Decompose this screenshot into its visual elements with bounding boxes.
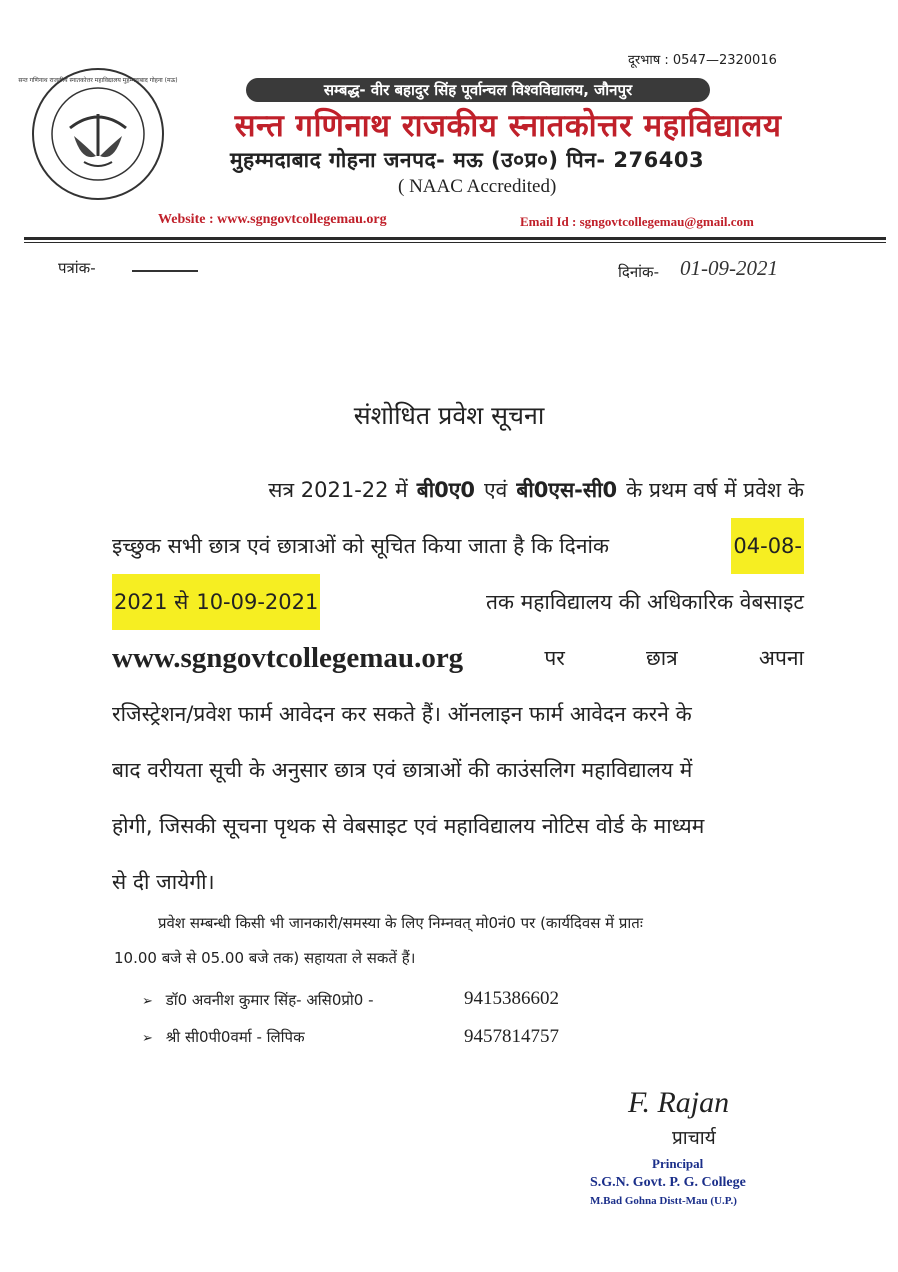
start-date-year: 2021 से	[114, 590, 189, 614]
and-text: एवं	[484, 478, 508, 502]
notice-line-8: से दी जायेगी।	[112, 870, 215, 894]
principal-stamp-district: M.Bad Gohna Distt-Mau (U.P.)	[590, 1195, 737, 1207]
dinank-label: दिनांक-	[618, 263, 659, 281]
phone-number: दूरभाष : 0547—2320016	[628, 53, 777, 68]
notice-line-7: होगी, जिसकी सूचना पृथक से वेबसाइट एवं महाविद्यालय नोटिस वोर्ड के माध्यम	[112, 814, 705, 838]
notice-body	[112, 462, 804, 902]
website-url[interactable]: www.sgngovtcollegemau.org	[112, 642, 464, 674]
notice-line-5: रजिस्ट्रेशन/प्रवेश फार्म आवेदन कर सकते हैं। ऑनलाइन फार्म आवेदन करने के	[112, 702, 692, 726]
notice-line-2	[112, 518, 804, 574]
first-year-text: के प्रथम वर्ष में प्रवेश के	[626, 478, 804, 502]
notice-line-3	[112, 574, 804, 630]
start-date-highlight: 04-08-	[731, 518, 804, 574]
college-address: मुहम्मदाबाद गोहना जनपद- मऊ (उ०प्र०) पिन- 276403	[230, 148, 705, 172]
contact-1-phone: 9415386602	[464, 988, 559, 1009]
official-website-text: तक महाविद्यालय की अधिकारिक वेबसाइट	[485, 590, 804, 614]
contact-2	[142, 1027, 305, 1047]
principal-signature: F. Rajan	[628, 1086, 730, 1119]
student-text: छात्र	[646, 646, 678, 670]
notice-line-1	[112, 462, 804, 518]
help-line-1: प्रवेश सम्बन्धी किसी भी जानकारी/समस्या के लिए निम्नवत् मो0नं0 पर (कार्यदिवस में प्रातः	[158, 914, 643, 932]
college-seal-logo	[18, 66, 178, 202]
svg-text:सन्त गणिनाथ राजकीय स्नातकोत्तर: सन्त गणिनाथ राजकीय स्नातकोत्तर महाविद्यालय मुहम्मदाबाद गोहना (मऊ)	[18, 77, 178, 84]
help-text	[114, 906, 808, 976]
contact-name: डॉ0 अवनीश कुमार सिंह- असि0प्रो0 -	[165, 991, 374, 1009]
principal-stamp-college: S.G.N. Govt. P. G. College	[590, 1175, 746, 1190]
patrank-label: पत्रांक-	[58, 259, 96, 277]
website-link[interactable]: Website : www.sgngovtcollegemau.org	[158, 212, 387, 227]
date-range-highlight	[112, 574, 320, 630]
naac-label: ( NAAC Accredited)	[398, 176, 557, 197]
college-name: सन्त गणिनाथ राजकीय स्नातकोत्तर महाविद्यालय	[234, 108, 782, 144]
help-line-2: 10.00 बजे से 05.00 बजे तक) सहायता ले सकतें हैं।	[114, 949, 416, 967]
email-link[interactable]: Email Id : sgngovtcollegemau@gmail.com	[520, 214, 754, 229]
notice-line-4	[112, 630, 804, 686]
header-divider-thin	[24, 242, 886, 243]
contact-1	[142, 990, 374, 1010]
patrank-blank	[132, 270, 198, 272]
on-text: पर	[544, 646, 565, 670]
session-text: सत्र 2021-22 में	[268, 478, 408, 502]
dinank-value: 01-09-2021	[680, 256, 778, 280]
own-text: अपना	[758, 646, 804, 670]
header-divider	[24, 237, 886, 240]
affiliation-banner: सम्बद्ध- वीर बहादुर सिंह पूर्वान्चल विश्वविद्यालय, जौनपुर	[246, 78, 710, 102]
principal-stamp-title: Principal	[652, 1156, 704, 1171]
pracharya-label: प्राचार्य	[672, 1127, 716, 1149]
course-bsc: बी0एस-सी0	[516, 478, 618, 502]
course-ba: बी0ए0	[416, 478, 476, 502]
notice-line-6: बाद वरीयता सूची के अनुसार छात्र एवं छात्राओं की काउंसलिग महाविद्यालय में	[112, 758, 693, 782]
arrow-bullet-icon: ➢	[142, 994, 153, 1009]
notice-title: संशोधित प्रवेश सूचना	[353, 401, 545, 430]
contact-2-phone: 9457814757	[464, 1026, 559, 1047]
arrow-bullet-icon: ➢	[142, 1031, 153, 1046]
inform-text: इच्छुक सभी छात्र एवं छात्राओं को सूचित किया जाता है कि दिनांक	[112, 534, 610, 558]
contact-name: श्री सी0पी0वर्मा - लिपिक	[165, 1028, 305, 1046]
end-date: 10-09-2021	[196, 590, 319, 614]
